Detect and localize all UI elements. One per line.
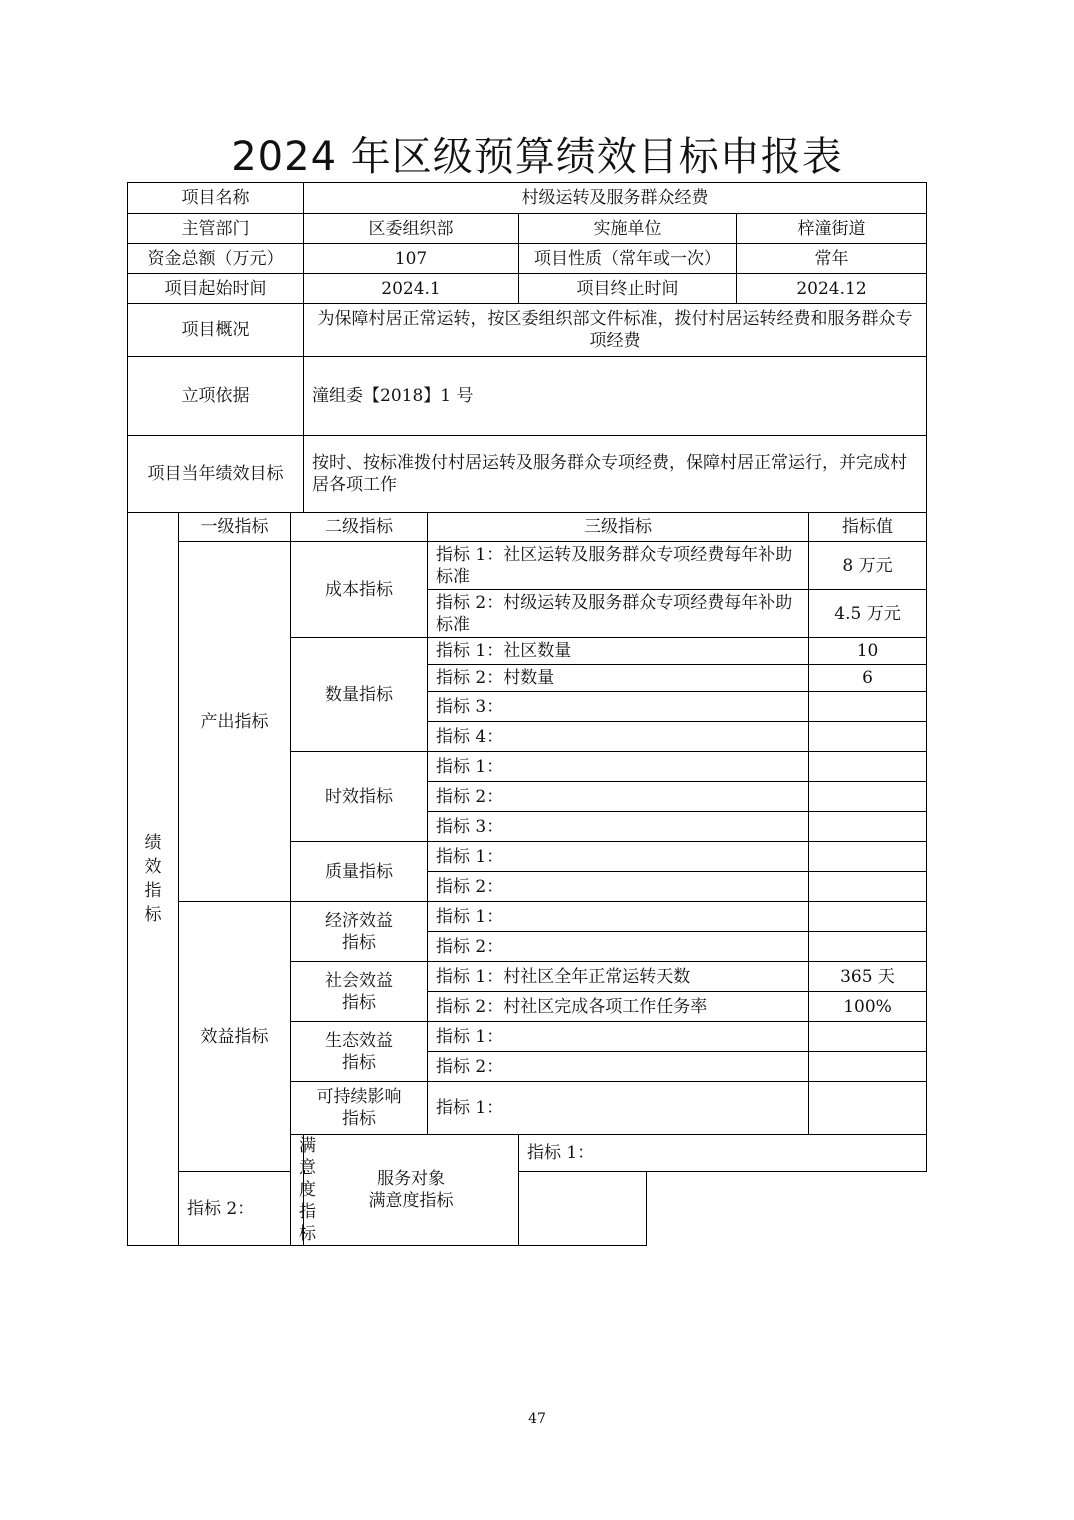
indicator-value [809, 1022, 927, 1052]
output-indicator: 产出指标 [179, 542, 291, 902]
satisfaction-indicator: 满意度指标 [291, 1135, 304, 1246]
sustainable-indicator: 可持续影响 指标 [291, 1082, 428, 1135]
perf-header-row [128, 513, 927, 542]
col-level1-header: 一级指标 [179, 513, 291, 542]
indicator-value [809, 932, 927, 962]
indicator-text: 指标 1：村社区全年正常运转天数 [428, 962, 809, 992]
col-level3-header: 三级指标 [428, 513, 809, 542]
indicator-text: 指标 3： [428, 692, 809, 722]
dept-value: 区委组织部 [304, 214, 519, 244]
indicator-value [809, 1052, 927, 1082]
goal-row [128, 436, 927, 513]
indicator-value: 8 万元 [809, 542, 927, 590]
ecological-indicator: 生态效益 指标 [291, 1022, 428, 1082]
indicator-text: 指标 4： [428, 722, 809, 752]
cost-indicator: 成本指标 [291, 542, 428, 638]
economic-indicator: 经济效益 指标 [291, 902, 428, 962]
end-label: 项目终止时间 [519, 274, 737, 304]
fund-row [128, 244, 927, 274]
indicator-text: 指标 2： [428, 932, 809, 962]
basis-label: 立项依据 [128, 357, 304, 436]
impl-label: 实施单位 [519, 214, 737, 244]
indicator-value [809, 752, 927, 782]
quantity-indicator: 数量指标 [291, 638, 428, 752]
indicator-text: 指标 1： [428, 902, 809, 932]
indicator-text: 指标 1： [428, 1082, 809, 1135]
indicator-text: 指标 3： [428, 812, 809, 842]
dept-label: 主管部门 [128, 214, 304, 244]
overview-value: 为保障村居正常运转，按区委组织部文件标准，拨付村居运转经费和服务群众专项经费 [304, 304, 927, 357]
project-name-row [128, 183, 927, 214]
fund-label: 资金总额（万元） [128, 244, 304, 274]
indicator-value [809, 902, 927, 932]
performance-target-table [127, 182, 927, 1246]
indicator-text: 指标 1：社区运转及服务群众专项经费每年补助标准 [428, 542, 809, 590]
nature-value: 常年 [737, 244, 927, 274]
indicator-text: 指标 2：村级运转及服务群众专项经费每年补助标准 [428, 590, 809, 638]
table-row [128, 902, 927, 932]
indicator-text: 指标 1：社区数量 [428, 638, 809, 665]
page-number: 47 [528, 1411, 546, 1427]
indicator-value [519, 1172, 647, 1246]
impl-value: 梓潼街道 [737, 214, 927, 244]
indicator-value: 100% [809, 992, 927, 1022]
quality-indicator: 质量指标 [291, 842, 428, 902]
indicator-value [809, 1082, 927, 1135]
nature-label: 项目性质（常年或一次） [519, 244, 737, 274]
timeliness-indicator: 时效指标 [291, 752, 428, 842]
basis-row [128, 357, 927, 436]
table-row [128, 542, 927, 590]
indicator-text: 指标 1： [519, 1135, 927, 1172]
social-indicator: 社会效益 指标 [291, 962, 428, 1022]
goal-label: 项目当年绩效目标 [128, 436, 304, 513]
indicator-text: 指标 2： [428, 872, 809, 902]
indicator-text: 指标 1： [428, 752, 809, 782]
indicator-text: 指标 1： [428, 842, 809, 872]
department-row [128, 214, 927, 244]
overview-label: 项目概况 [128, 304, 304, 357]
indicator-value [809, 722, 927, 752]
project-name-value: 村级运转及服务群众经费 [304, 183, 927, 214]
indicator-text: 指标 2：村社区完成各项工作任务率 [428, 992, 809, 1022]
start-value: 2024.1 [304, 274, 519, 304]
service-indicator: 服务对象 满意度指标 [304, 1135, 519, 1246]
end-value: 2024.12 [737, 274, 927, 304]
indicator-value: 4.5 万元 [809, 590, 927, 638]
project-name-label: 项目名称 [128, 183, 304, 214]
basis-value: 潼组委【2018】1 号 [304, 357, 927, 436]
benefit-indicator: 效益指标 [179, 902, 291, 1172]
indicator-text: 指标 1： [428, 1022, 809, 1052]
fund-value: 107 [304, 244, 519, 274]
indicator-text: 指标 2： [428, 1052, 809, 1082]
indicator-value: 10 [809, 638, 927, 665]
indicator-value [809, 692, 927, 722]
perf-side-label: 绩 效 指 标 [128, 513, 179, 1246]
table-row [128, 1172, 927, 1246]
col-value-header: 指标值 [809, 513, 927, 542]
indicator-value [809, 842, 927, 872]
overview-row [128, 304, 927, 357]
page-title: 2024 年区级预算绩效目标申报表 [231, 134, 843, 180]
time-row [128, 274, 927, 304]
indicator-value [809, 782, 927, 812]
indicator-value [809, 812, 927, 842]
start-label: 项目起始时间 [128, 274, 304, 304]
indicator-text: 指标 2： [428, 782, 809, 812]
col-level2-header: 二级指标 [291, 513, 428, 542]
goal-value: 按时、按标准拨付村居运转及服务群众专项经费，保障村居正常运行，并完成村居各项工作 [304, 436, 927, 513]
indicator-value: 365 天 [809, 962, 927, 992]
indicator-value [809, 872, 927, 902]
indicator-text: 指标 2： [179, 1172, 519, 1246]
indicator-value: 6 [809, 665, 927, 692]
indicator-text: 指标 2：村数量 [428, 665, 809, 692]
